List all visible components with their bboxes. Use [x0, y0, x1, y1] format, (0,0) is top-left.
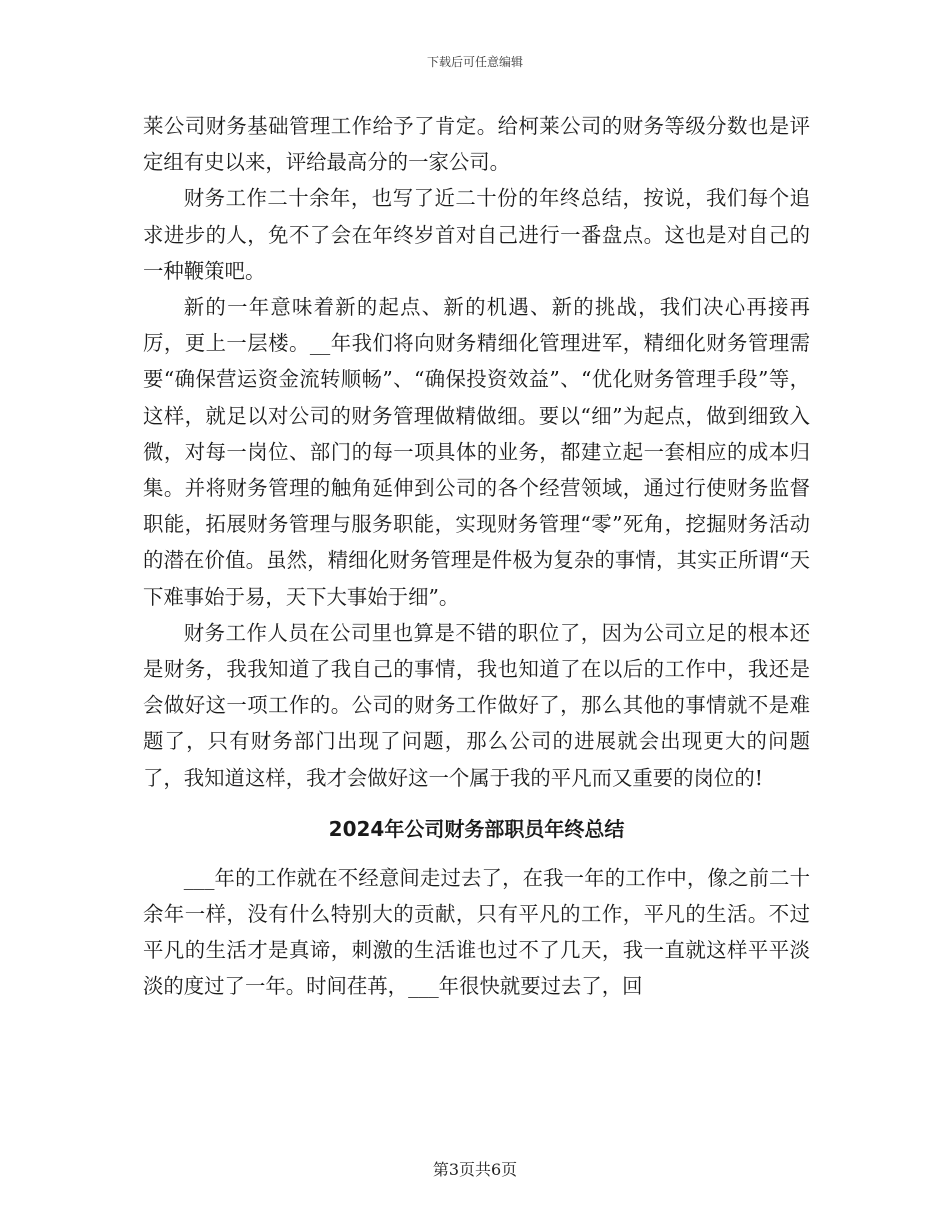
section-title: 2024年公司财务部职员年终总结: [328, 816, 625, 841]
paragraph: 莱公司财务基础管理工作给予了肯定。给柯莱公司的财务等级分数也是评定组有史以来，评给最高分的一家公司。: [143, 114, 810, 175]
page-number: 第3页共6页: [432, 1160, 518, 1179]
paragraph: 新的一年意味着新的起点、新的机遇、新的挑战，我们决心再接再厉，更上一层楼。__年我们将向财务精细化管理进军，精细化财务管理需要“确保营运资金流转顺畅”、“确保投资效益”、“优化财务管理手段”等，这样，就足以对公司的财务管理做精做细。要以“细”为起点，做到细致入微，对每一岗位、部门的每一项具体的业务，都建立起一套相应的成本归集。并将财务管理的触角延伸到公司的各个经营领域，通过行使财务监督职能，拓展财务管理与服务职能，实现财务管理“零”死角，挖掘财务活动的潜在价值。虽然，精细化财务管理是件极为复杂的事情，其实正所谓“天下难事始于易，天下大事始于细”。: [143, 295, 810, 609]
paragraph: 财务工作二十余年，也写了近二十份的年终总结，按说，我们每个追求进步的人，免不了会在年终岁首对自己进行一番盘点。这也是对自己的一种鞭策吧。: [143, 186, 810, 283]
paragraph: 财务工作人员在公司里也算是不错的职位了，因为公司立足的根本还是财务，我我知道了我自己的事情，我也知道了在以后的工作中，我还是会做好这一项工作的。公司的财务工作做好了，那么其他的事情就不是难题了，只有财务部门出现了问题，那么公司的进展就会出现更大的问题了，我知道这样，我才会做好这一个属于我的平凡而又重要的岗位的!: [143, 620, 810, 790]
header-note: 下载后可任意编辑: [426, 55, 523, 69]
paragraph: ___年的工作就在不经意间走过去了，在我一年的工作中，像之前二十余年一样，没有什么特别大的贡献，只有平凡的工作，平凡的生活。不过平凡的生活才是真谛，刺激的生活谁也过不了几天，我一直就这样平平淡淡的度过了一年。时间荏苒，___年很快就要过去了，回: [143, 865, 810, 999]
document-body: [143, 108, 810, 1005]
